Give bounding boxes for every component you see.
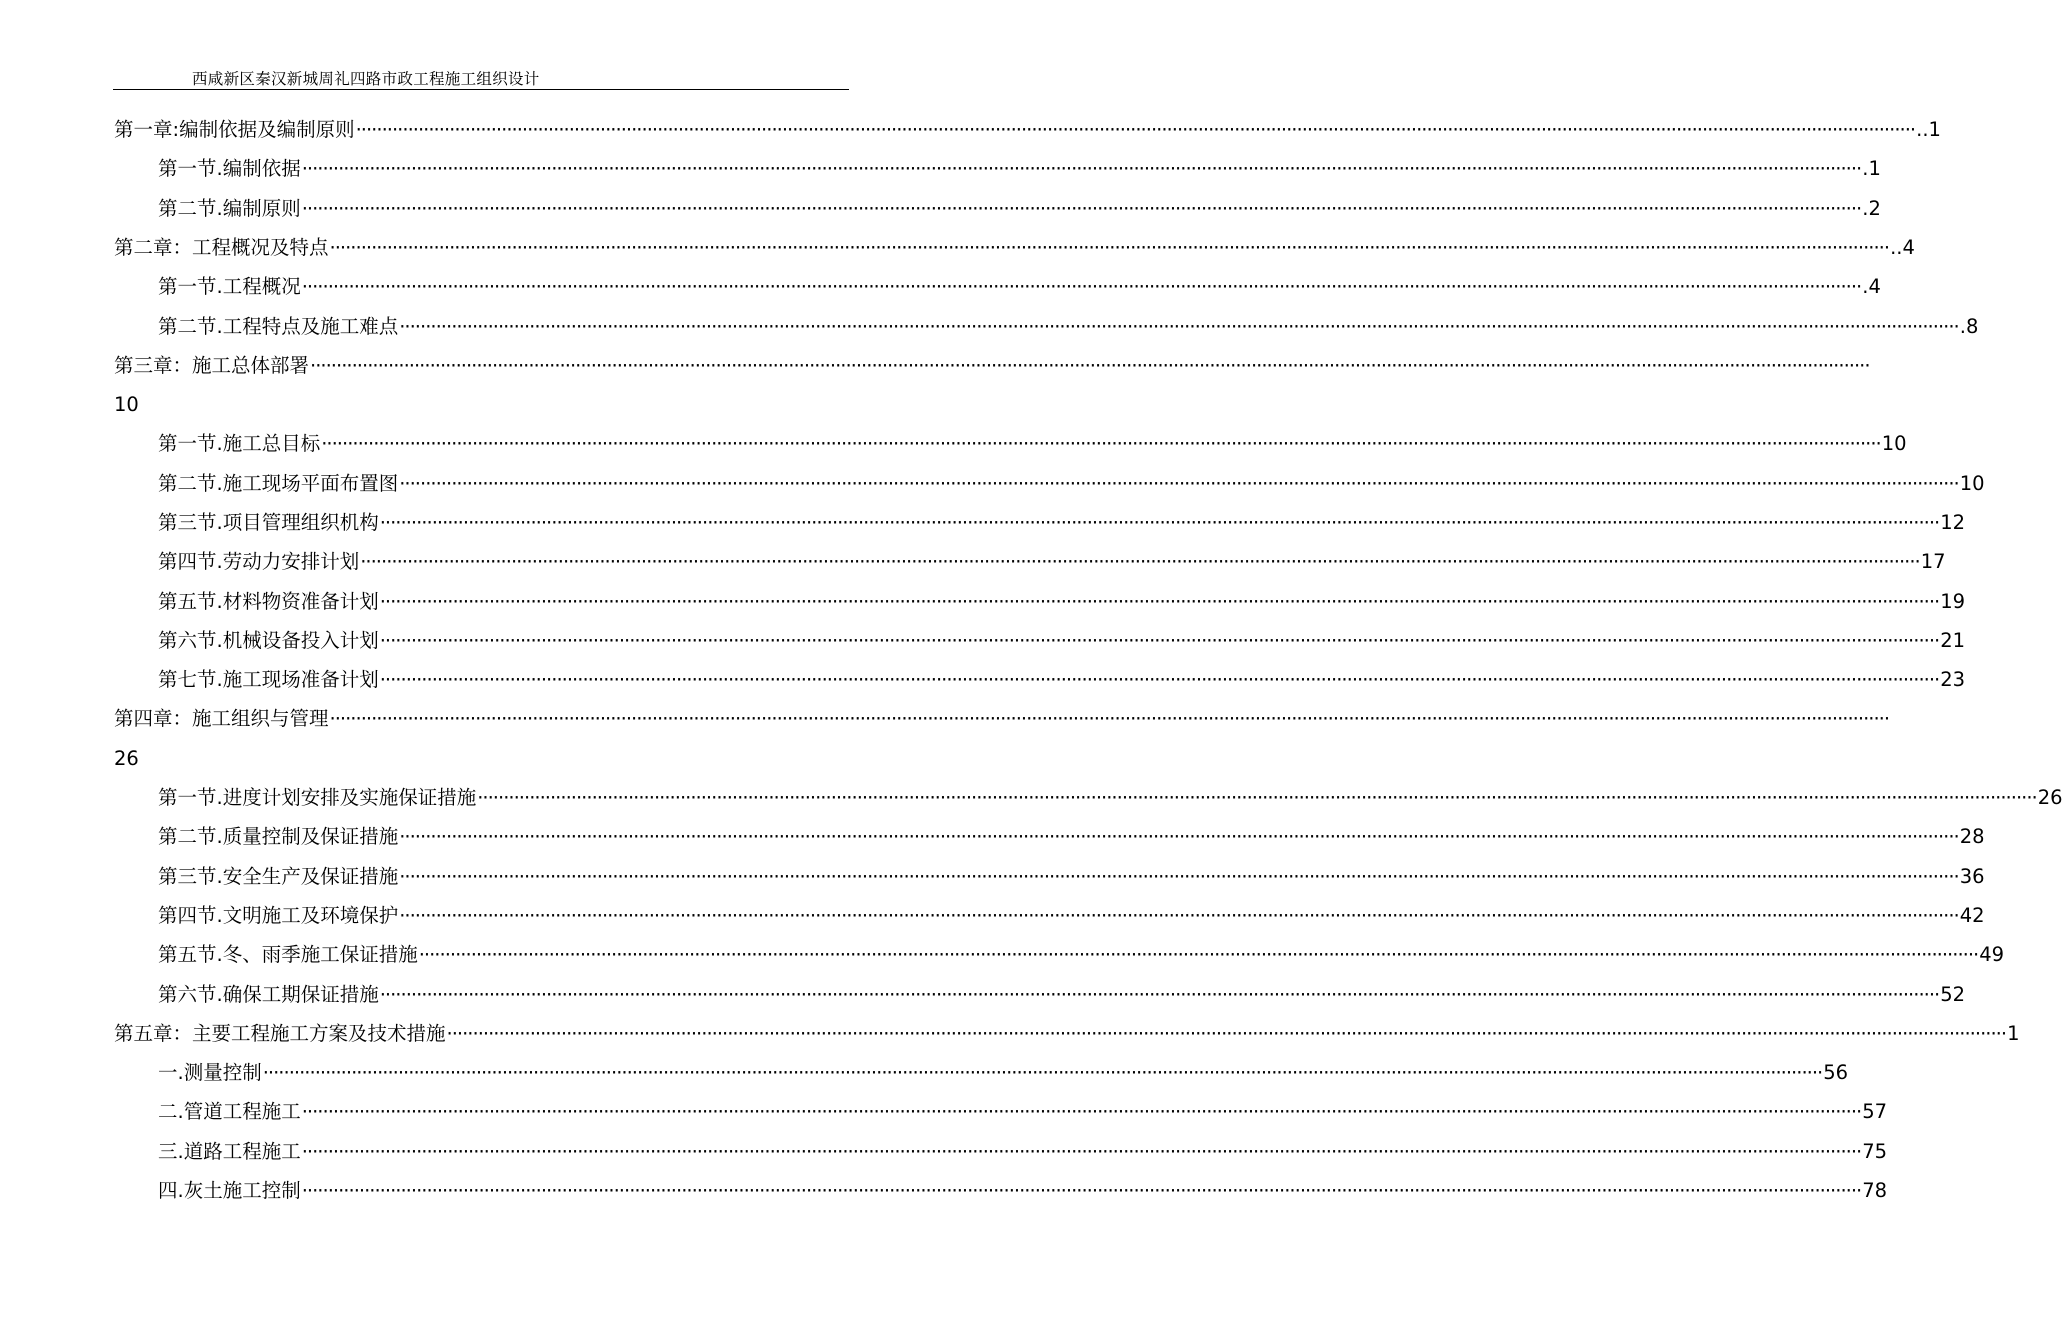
- toc-page-number: 17: [1920, 550, 1946, 573]
- toc-page-number: 52: [1940, 983, 1966, 1006]
- toc-entry-label: 第二节.施工现场平面布置图: [158, 472, 399, 495]
- toc-chapter-entry[interactable]: [114, 351, 1870, 381]
- toc-section-entry[interactable]: [158, 154, 1881, 184]
- toc-section-entry[interactable]: [158, 980, 1966, 1010]
- toc-dot-leader: ············································································································································································································································································································: [399, 825, 1959, 848]
- toc-page-number: ..1: [1916, 118, 1941, 141]
- toc-page-number: 78: [1862, 1179, 1888, 1202]
- toc-entry-label: 第一节.施工总目标: [158, 432, 321, 455]
- toc-section-entry[interactable]: [158, 194, 1881, 224]
- toc-chapter-entry[interactable]: [114, 115, 1941, 145]
- toc-section-entry[interactable]: [158, 783, 2063, 813]
- toc-entry-label: 第七节.施工现场准备计划: [158, 668, 379, 691]
- toc-page-number: 1: [2007, 1022, 2020, 1045]
- toc-entry-label: 第一章:编制依据及编制原则: [114, 118, 355, 141]
- toc-entry-label: 第五章：主要工程施工方案及技术措施: [114, 1022, 446, 1045]
- toc-section-entry[interactable]: [158, 822, 1985, 852]
- page-header: [113, 63, 849, 90]
- toc-entry-label: 第五节.材料物资准备计划: [158, 590, 379, 613]
- toc-entry-label: 第六节.确保工期保证措施: [158, 983, 379, 1006]
- toc-dot-leader: ············································································································································································································································································································: [399, 472, 1959, 495]
- toc-page-number: .2: [1862, 197, 1881, 220]
- toc-section-entry[interactable]: [158, 626, 1966, 656]
- toc-page-number: 26: [2037, 786, 2063, 809]
- toc-dot-leader: ············································································································································································································································································································: [301, 1100, 1862, 1123]
- toc-page-number: 10: [114, 393, 139, 416]
- toc-entry-label: 第四节.劳动力安排计划: [158, 550, 360, 573]
- toc-dot-leader: ············································································································································································································································································································: [329, 236, 1890, 259]
- toc-dot-leader: ············································································································································································································································································································: [329, 707, 1890, 730]
- toc-dot-leader: ············································································································································································································································································································: [379, 511, 1940, 534]
- toc-page-number: 75: [1862, 1140, 1888, 1163]
- toc-entry-label: 四.灰土施工控制: [158, 1179, 301, 1202]
- toc-dot-leader: ············································································································································································································································································································: [321, 432, 1881, 455]
- toc-entry-label: 第二章：工程概况及特点: [114, 236, 329, 259]
- toc-entry-label: 第一节.进度计划安排及实施保证措施: [158, 786, 477, 809]
- toc-entry-label: 第三节.安全生产及保证措施: [158, 865, 399, 888]
- toc-section-entry[interactable]: [158, 862, 1985, 892]
- toc-entry-label: 第四节.文明施工及环境保护: [158, 904, 399, 927]
- toc-dot-leader: ············································································································································································································································································································: [301, 1179, 1862, 1202]
- toc-section-entry[interactable]: [158, 587, 1966, 617]
- toc-page-number: 23: [1940, 668, 1966, 691]
- toc-section-entry[interactable]: [158, 469, 1985, 499]
- toc-page-number: 36: [1959, 865, 1985, 888]
- toc-page-number: 56: [1823, 1061, 1849, 1084]
- toc-section-entry[interactable]: [158, 1176, 1888, 1206]
- toc-dot-leader: ············································································································································································································································································································: [301, 275, 1862, 298]
- toc-page-number: .8: [1959, 315, 1979, 338]
- toc-entry-label: 一.测量控制: [158, 1061, 262, 1084]
- toc-dot-leader: ············································································································································································································································································································: [310, 354, 1870, 377]
- toc-entry-label: 第四章：施工组织与管理: [114, 707, 329, 730]
- toc-section-entry[interactable]: [158, 508, 1966, 538]
- toc-dot-leader: ············································································································································································································································································································: [379, 629, 1940, 652]
- toc-dot-leader: ············································································································································································································································································································: [355, 118, 1916, 141]
- toc-page-number: .4: [1862, 275, 1881, 298]
- toc-section-entry[interactable]: [158, 1097, 1888, 1127]
- toc-page-number: 12: [1940, 511, 1966, 534]
- toc-page-number: 26: [114, 747, 139, 770]
- toc-page-number: 19: [1940, 590, 1966, 613]
- toc-page-number: ..4: [1890, 236, 1915, 259]
- document-title: 西咸新区秦汉新城周礼四路市政工程施工组织设计: [192, 70, 540, 88]
- toc-entry-label: 第一节.工程概况: [158, 275, 301, 298]
- toc-section-entry[interactable]: [158, 312, 1979, 342]
- toc-page-number: 49: [1979, 943, 2005, 966]
- toc-page-number: 57: [1862, 1100, 1888, 1123]
- toc-chapter-entry[interactable]: [114, 704, 1890, 734]
- toc-dot-leader: ············································································································································································································································································································: [360, 550, 1920, 573]
- toc-page-number: 10: [1881, 432, 1907, 455]
- toc-dot-leader: ············································································································································································································································································································: [399, 315, 1959, 338]
- toc-dot-leader: ············································································································································································································································································································: [301, 197, 1862, 220]
- toc-dot-leader: ············································································································································································································································································································: [301, 157, 1862, 180]
- toc-entry-label: 第三章：施工总体部署: [114, 354, 310, 377]
- toc-chapter-entry[interactable]: [114, 233, 1915, 263]
- toc-section-entry[interactable]: [158, 1058, 1849, 1088]
- toc-section-entry[interactable]: [158, 272, 1881, 302]
- toc-dot-leader: ············································································································································································································································································································: [446, 1022, 2007, 1045]
- toc-entry-label: 第二节.质量控制及保证措施: [158, 825, 399, 848]
- toc-page-number: .1: [1862, 157, 1881, 180]
- toc-section-entry[interactable]: [158, 665, 1966, 695]
- toc-section-entry[interactable]: [158, 940, 2005, 970]
- toc-entry-label: 第二节.工程特点及施工难点: [158, 315, 399, 338]
- toc-dot-leader: ············································································································································································································································································································: [399, 865, 1959, 888]
- toc-entry-label: 三.道路工程施工: [158, 1140, 301, 1163]
- toc-entry-label: 第一节.编制依据: [158, 157, 301, 180]
- toc-section-entry[interactable]: [158, 429, 1907, 459]
- toc-page-number: 21: [1940, 629, 1966, 652]
- toc-page-number: 10: [1959, 472, 1985, 495]
- toc-entry-label: 第三节.项目管理组织机构: [158, 511, 379, 534]
- toc-page-number: 42: [1959, 904, 1985, 927]
- toc-dot-leader: ············································································································································································································································································································: [301, 1140, 1862, 1163]
- toc-entry-label: 第二节.编制原则: [158, 197, 301, 220]
- toc-dot-leader: ············································································································································································································································································································: [399, 904, 1959, 927]
- toc-dot-leader: ············································································································································································································································································································: [418, 943, 1979, 966]
- toc-dot-leader: ············································································································································································································································································································: [262, 1061, 1823, 1084]
- toc-dot-leader: ············································································································································································································································································································: [477, 786, 2037, 809]
- toc-entry-label: 二.管道工程施工: [158, 1100, 301, 1123]
- toc-dot-leader: ············································································································································································································································································································: [379, 983, 1940, 1006]
- toc-section-entry[interactable]: [158, 1137, 1888, 1167]
- toc-section-entry[interactable]: [158, 547, 1946, 577]
- toc-dot-leader: ············································································································································································································································································································: [379, 590, 1940, 613]
- toc-entry-label: 第五节.冬、雨季施工保证措施: [158, 943, 418, 966]
- toc-section-entry[interactable]: [158, 901, 1985, 931]
- toc-dot-leader: ············································································································································································································································································································: [379, 668, 1940, 691]
- toc-entry-label: 第六节.机械设备投入计划: [158, 629, 379, 652]
- toc-chapter-entry[interactable]: [114, 1019, 2020, 1049]
- toc-page-number: 28: [1959, 825, 1985, 848]
